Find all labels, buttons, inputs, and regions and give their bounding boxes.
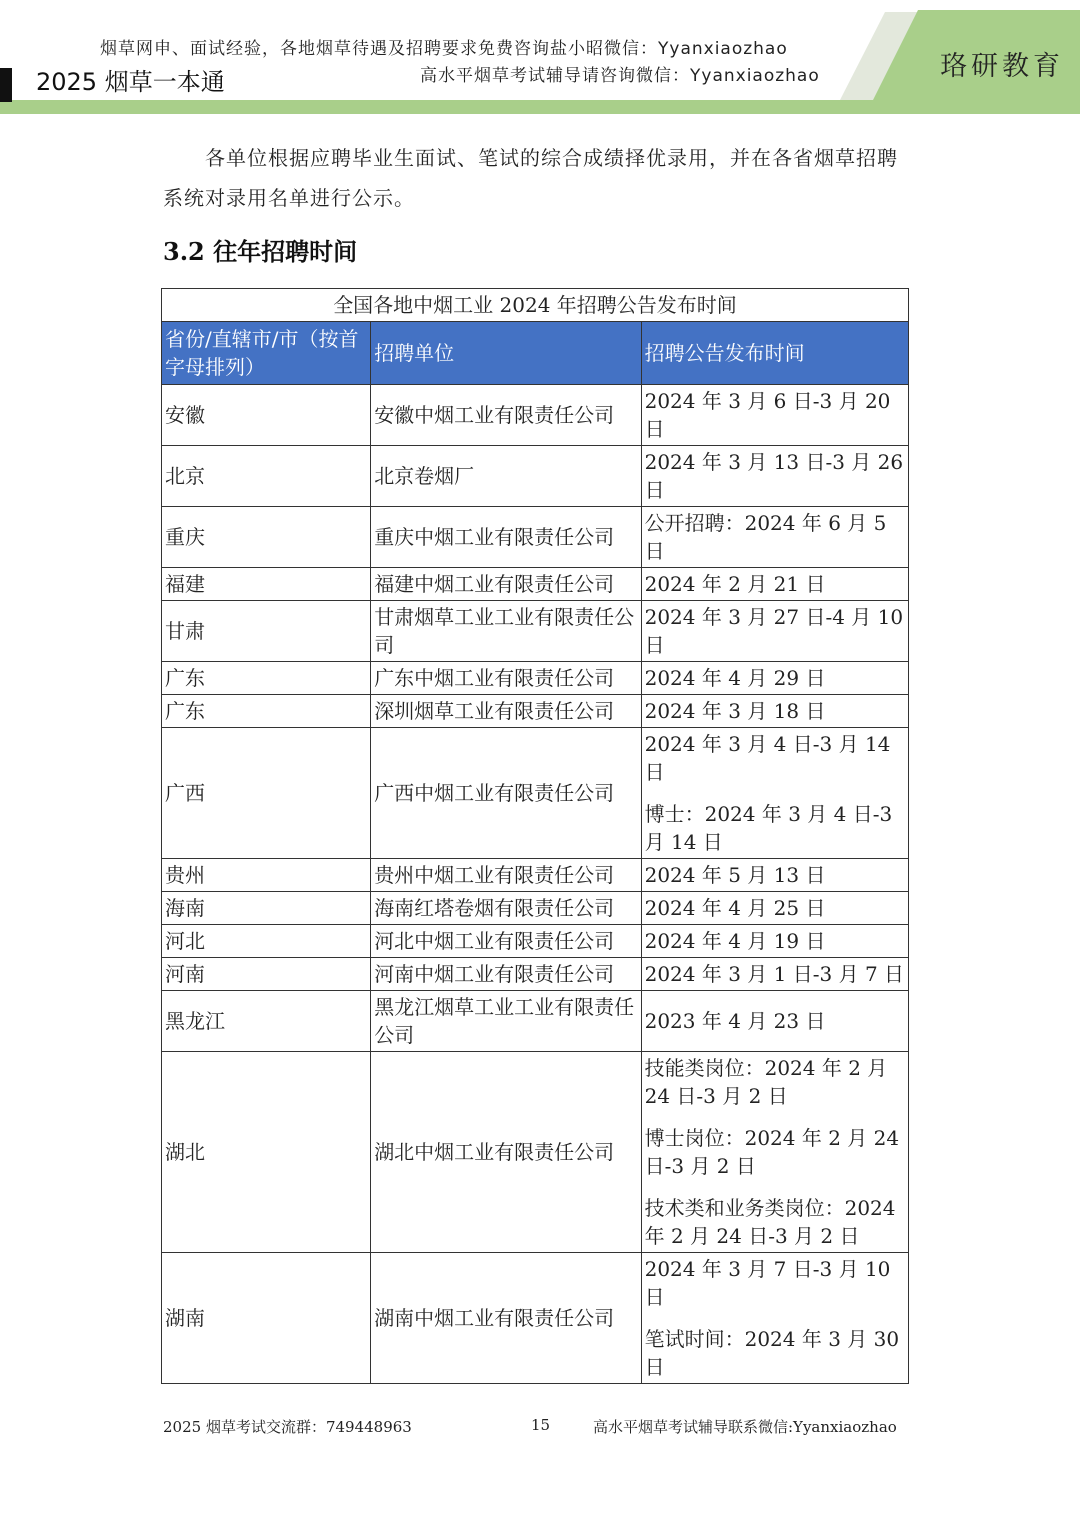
time-cell: [641, 662, 908, 695]
province-cell: 河北: [162, 925, 371, 958]
time-cell: [641, 507, 908, 568]
header-tutoring-line: 高水平烟草考试辅导请咨询微信：Yyanxiaozhao: [420, 66, 820, 86]
table-row: [162, 859, 909, 892]
province-cell: 北京: [162, 446, 371, 507]
column-header-unit: 招聘单位: [371, 322, 641, 385]
unit-cell: 重庆中烟工业有限责任公司: [371, 507, 641, 568]
table-row: [162, 925, 909, 958]
unit-cell: 深圳烟草工业有限责任公司: [371, 695, 641, 728]
time-entry: 公开招聘：2024 年 6 月 5 日: [644, 511, 887, 563]
table-row: [162, 728, 909, 859]
column-header-time: 招聘公告发布时间: [641, 322, 908, 385]
time-entry: 2024 年 3 月 4 日-3 月 14 日: [644, 732, 891, 784]
page-number: 15: [531, 1416, 551, 1434]
time-cell: [641, 859, 908, 892]
time-cell: [641, 958, 908, 991]
unit-cell: 河南中烟工业有限责任公司: [371, 958, 641, 991]
table-row: [162, 446, 909, 507]
time-entry: 2024 年 4 月 25 日: [644, 896, 826, 920]
table-row: [162, 958, 909, 991]
table-row: [162, 1052, 909, 1253]
time-entry: 2024 年 3 月 1 日-3 月 7 日: [644, 962, 905, 986]
unit-cell: 湖南中烟工业有限责任公司: [371, 1253, 641, 1384]
table-row: [162, 892, 909, 925]
table-row: [162, 695, 909, 728]
header-accent-bar: [0, 68, 12, 102]
unit-cell: 黑龙江烟草工业工业有限责任公司: [371, 991, 641, 1052]
province-cell: 湖南: [162, 1253, 371, 1384]
time-cell: [641, 991, 908, 1052]
table-caption: 全国各地中烟工业 2024 年招聘公告发布时间: [162, 289, 909, 322]
time-entry: 博士岗位：2024 年 2 月 24 日-3 月 2 日: [644, 1126, 900, 1178]
province-cell: 黑龙江: [162, 991, 371, 1052]
province-cell: 广东: [162, 695, 371, 728]
time-cell: [641, 925, 908, 958]
time-entry: 2024 年 2 月 21 日: [644, 572, 826, 596]
unit-cell: 湖北中烟工业有限责任公司: [371, 1052, 641, 1253]
time-cell: [641, 1052, 908, 1253]
unit-cell: 贵州中烟工业有限责任公司: [371, 859, 641, 892]
brand-name: 珞研教育: [940, 51, 1064, 82]
section-heading: 3.2 往年招聘时间: [163, 237, 358, 266]
time-entry: 2024 年 3 月 7 日-3 月 10 日: [644, 1257, 891, 1309]
province-cell: 河南: [162, 958, 371, 991]
paragraph-line: 系统对录用名单进行公示。: [163, 186, 415, 210]
table-row: [162, 601, 909, 662]
paragraph-line: 各单位根据应聘毕业生面试、笔试的综合成绩择优录用，并在各省烟草招聘: [205, 146, 898, 170]
time-cell: [641, 728, 908, 859]
unit-cell: 海南红塔卷烟有限责任公司: [371, 892, 641, 925]
intro-paragraph: [163, 138, 923, 218]
table-row: [162, 385, 909, 446]
province-cell: 广西: [162, 728, 371, 859]
time-cell: [641, 446, 908, 507]
table-header-row: [162, 322, 909, 385]
province-cell: 甘肃: [162, 601, 371, 662]
column-header-province: 省份/直辖市/市（按首字母排列）: [162, 322, 371, 385]
province-cell: 福建: [162, 568, 371, 601]
document-title: 2025 烟草一本通: [36, 68, 225, 96]
unit-cell: 安徽中烟工业有限责任公司: [371, 385, 641, 446]
header-contact-line: 烟草网申、面试经验，各地烟草待遇及招聘要求免费咨询盐小昭微信：Yyanxiaozhao: [100, 39, 788, 59]
time-cell: [641, 892, 908, 925]
table-row: [162, 507, 909, 568]
time-entry: 2024 年 4 月 19 日: [644, 929, 826, 953]
time-cell: [641, 695, 908, 728]
time-entry: 2024 年 3 月 27 日-4 月 10 日: [644, 605, 904, 657]
time-entry: 博士：2024 年 3 月 4 日-3 月 14 日: [644, 802, 893, 854]
table-row: [162, 662, 909, 695]
time-entry: 技术类和业务类岗位：2024 年 2 月 24 日-3 月 2 日: [644, 1196, 896, 1248]
time-cell: [641, 385, 908, 446]
time-entry: 技能类岗位：2024 年 2 月 24 日-3 月 2 日: [644, 1056, 888, 1108]
page-header: [0, 0, 1080, 118]
time-entry: 2024 年 5 月 13 日: [644, 863, 826, 887]
unit-cell: 广西中烟工业有限责任公司: [371, 728, 641, 859]
province-cell: 贵州: [162, 859, 371, 892]
province-cell: 湖北: [162, 1052, 371, 1253]
footer-group-info: 2025 烟草考试交流群：749448963: [163, 1418, 412, 1436]
footer-contact: 高水平烟草考试辅导联系微信:Yyanxiaozhao: [593, 1418, 897, 1436]
unit-cell: 甘肃烟草工业工业有限责任公司: [371, 601, 641, 662]
time-entry: 2024 年 3 月 6 日-3 月 20 日: [644, 389, 891, 441]
table-row: [162, 568, 909, 601]
time-cell: [641, 1253, 908, 1384]
time-entry: 2024 年 3 月 13 日-3 月 26 日: [644, 450, 904, 502]
recruitment-table: [161, 288, 911, 1384]
time-entry: 2024 年 4 月 29 日: [644, 666, 826, 690]
time-entry: 2023 年 4 月 23 日: [644, 1009, 826, 1033]
unit-cell: 河北中烟工业有限责任公司: [371, 925, 641, 958]
province-cell: 海南: [162, 892, 371, 925]
time-entry: 笔试时间：2024 年 3 月 30 日: [644, 1327, 900, 1379]
table-row: [162, 1253, 909, 1384]
time-cell: [641, 601, 908, 662]
time-cell: [641, 568, 908, 601]
header-green-bar: [0, 100, 1080, 114]
province-cell: 安徽: [162, 385, 371, 446]
province-cell: 广东: [162, 662, 371, 695]
unit-cell: 福建中烟工业有限责任公司: [371, 568, 641, 601]
province-cell: 重庆: [162, 507, 371, 568]
table-row: [162, 991, 909, 1052]
time-entry: 2024 年 3 月 18 日: [644, 699, 826, 723]
unit-cell: 北京卷烟厂: [371, 446, 641, 507]
unit-cell: 广东中烟工业有限责任公司: [371, 662, 641, 695]
header-decoration: [0, 0, 1080, 118]
